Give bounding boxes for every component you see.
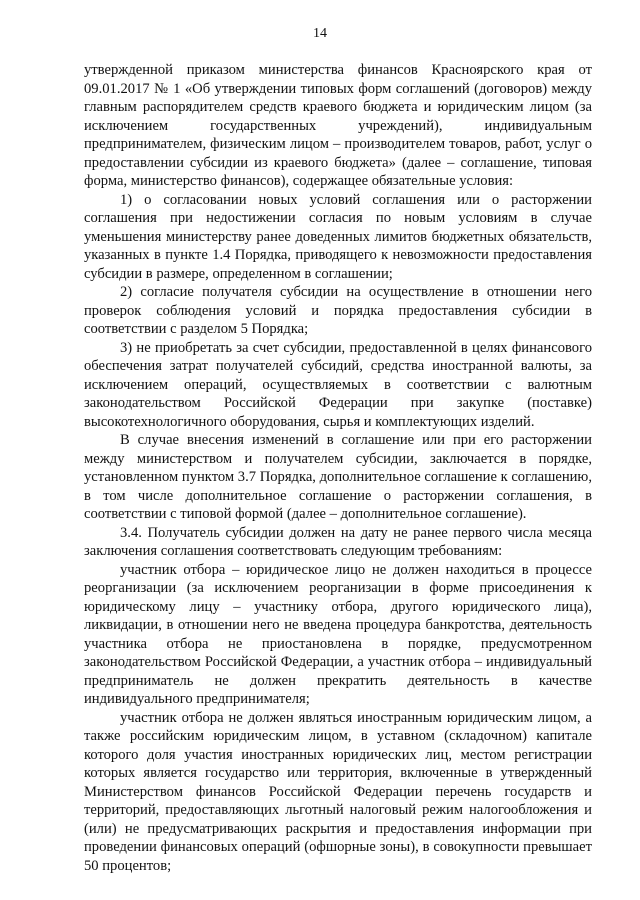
document-body <box>84 61 592 875</box>
paragraph-requirement-foreign-entity: участник отбора не должен являться иностранным юридическим лицом, а также российским юридическим лицом, в уставном (складочном) капитале которого доля участия иностранных юридических лиц, местом регистрации которых является государство или территория, включенные в утвержденный Министерством финансов Российской Федерации перечень государств и территорий, предоставляющих льготный налоговый режим налогообложения и (или) не предусматривающих раскрытия и предоставления информации при проведении финансовых операций (офшорные зоны), в совокупности превышает 50 процентов; <box>84 709 592 874</box>
page-number: 14 <box>313 26 327 41</box>
paragraph-condition-2: 2) согласие получателя субсидии на осуществление в отношении него проверок соблюдения условий и порядка предоставления субсидии в соответствии с разделом 5 Порядка; <box>84 284 592 337</box>
paragraph-continuation: утвержденной приказом министерства финансов Красноярского края от 09.01.2017 № 1 «Об утверждении типовых форм соглашений (договоров) между главным распорядителем средств краевого бюджета и юридическим лицом (за исключением государственных учреждений), индивидуальным предпринимателем, физическим лицом – производителем товаров, работ, услуг о предоставлении субсидии из краевого бюджета» (далее – соглашение, типовая форма, министерство финансов), содержащее обязательные условия: <box>84 62 592 189</box>
paragraph-section-3-4: 3.4. Получатель субсидии должен на дату не ранее первого числа месяца заключения соглашения соответствовать следующим требованиям: <box>84 524 592 559</box>
paragraph-condition-1: 1) о согласовании новых условий соглашения или о расторжении соглашения при недостижении согласия по новым условиям в случае уменьшения министерству ранее доведенных лимитов бюджетных обязательств, указанных в пункте 1.4 Порядка, приводящего к невозможности предоставления субсидии в размере, определенном в соглашении; <box>84 191 592 282</box>
paragraph-requirement-reorganization: участник отбора – юридическое лицо не должен находиться в процессе реорганизации (за исключением реорганизации в форме присоединения к юридическому лицу – участнику отбора, другого юридического лица), ликвидации, в отношении него не введена процедура банкротства, деятельность участника отбора не приостановлена в порядке, предусмотренном законодательством Российской Федерации, а участник отбора – индивидуальный предприниматель не должен прекратить деятельность в качестве индивидуального предпринимателя; <box>84 561 592 707</box>
paragraph-condition-3: 3) не приобретать за счет субсидии, предоставленной в целях финансового обеспечения затрат получателей субсидий, средства иностранной валюты, за исключением операций, осуществляемых в соответствии с валютным законодательством Российской Федерации при закупке (поставке) высокотехнологичного оборудования, сырья и комплектующих изделий. <box>84 339 592 430</box>
paragraph-amendment: В случае внесения изменений в соглашение или при его расторжении между министерством и получателем субсидии, заключается в порядке, установленном пунктом 3.7 Порядка, дополнительное соглашение к соглашению, в том числе дополнительное соглашение о расторжении соглашения, в соответствии с типовой формой (далее – дополнительное соглашение). <box>84 432 592 522</box>
